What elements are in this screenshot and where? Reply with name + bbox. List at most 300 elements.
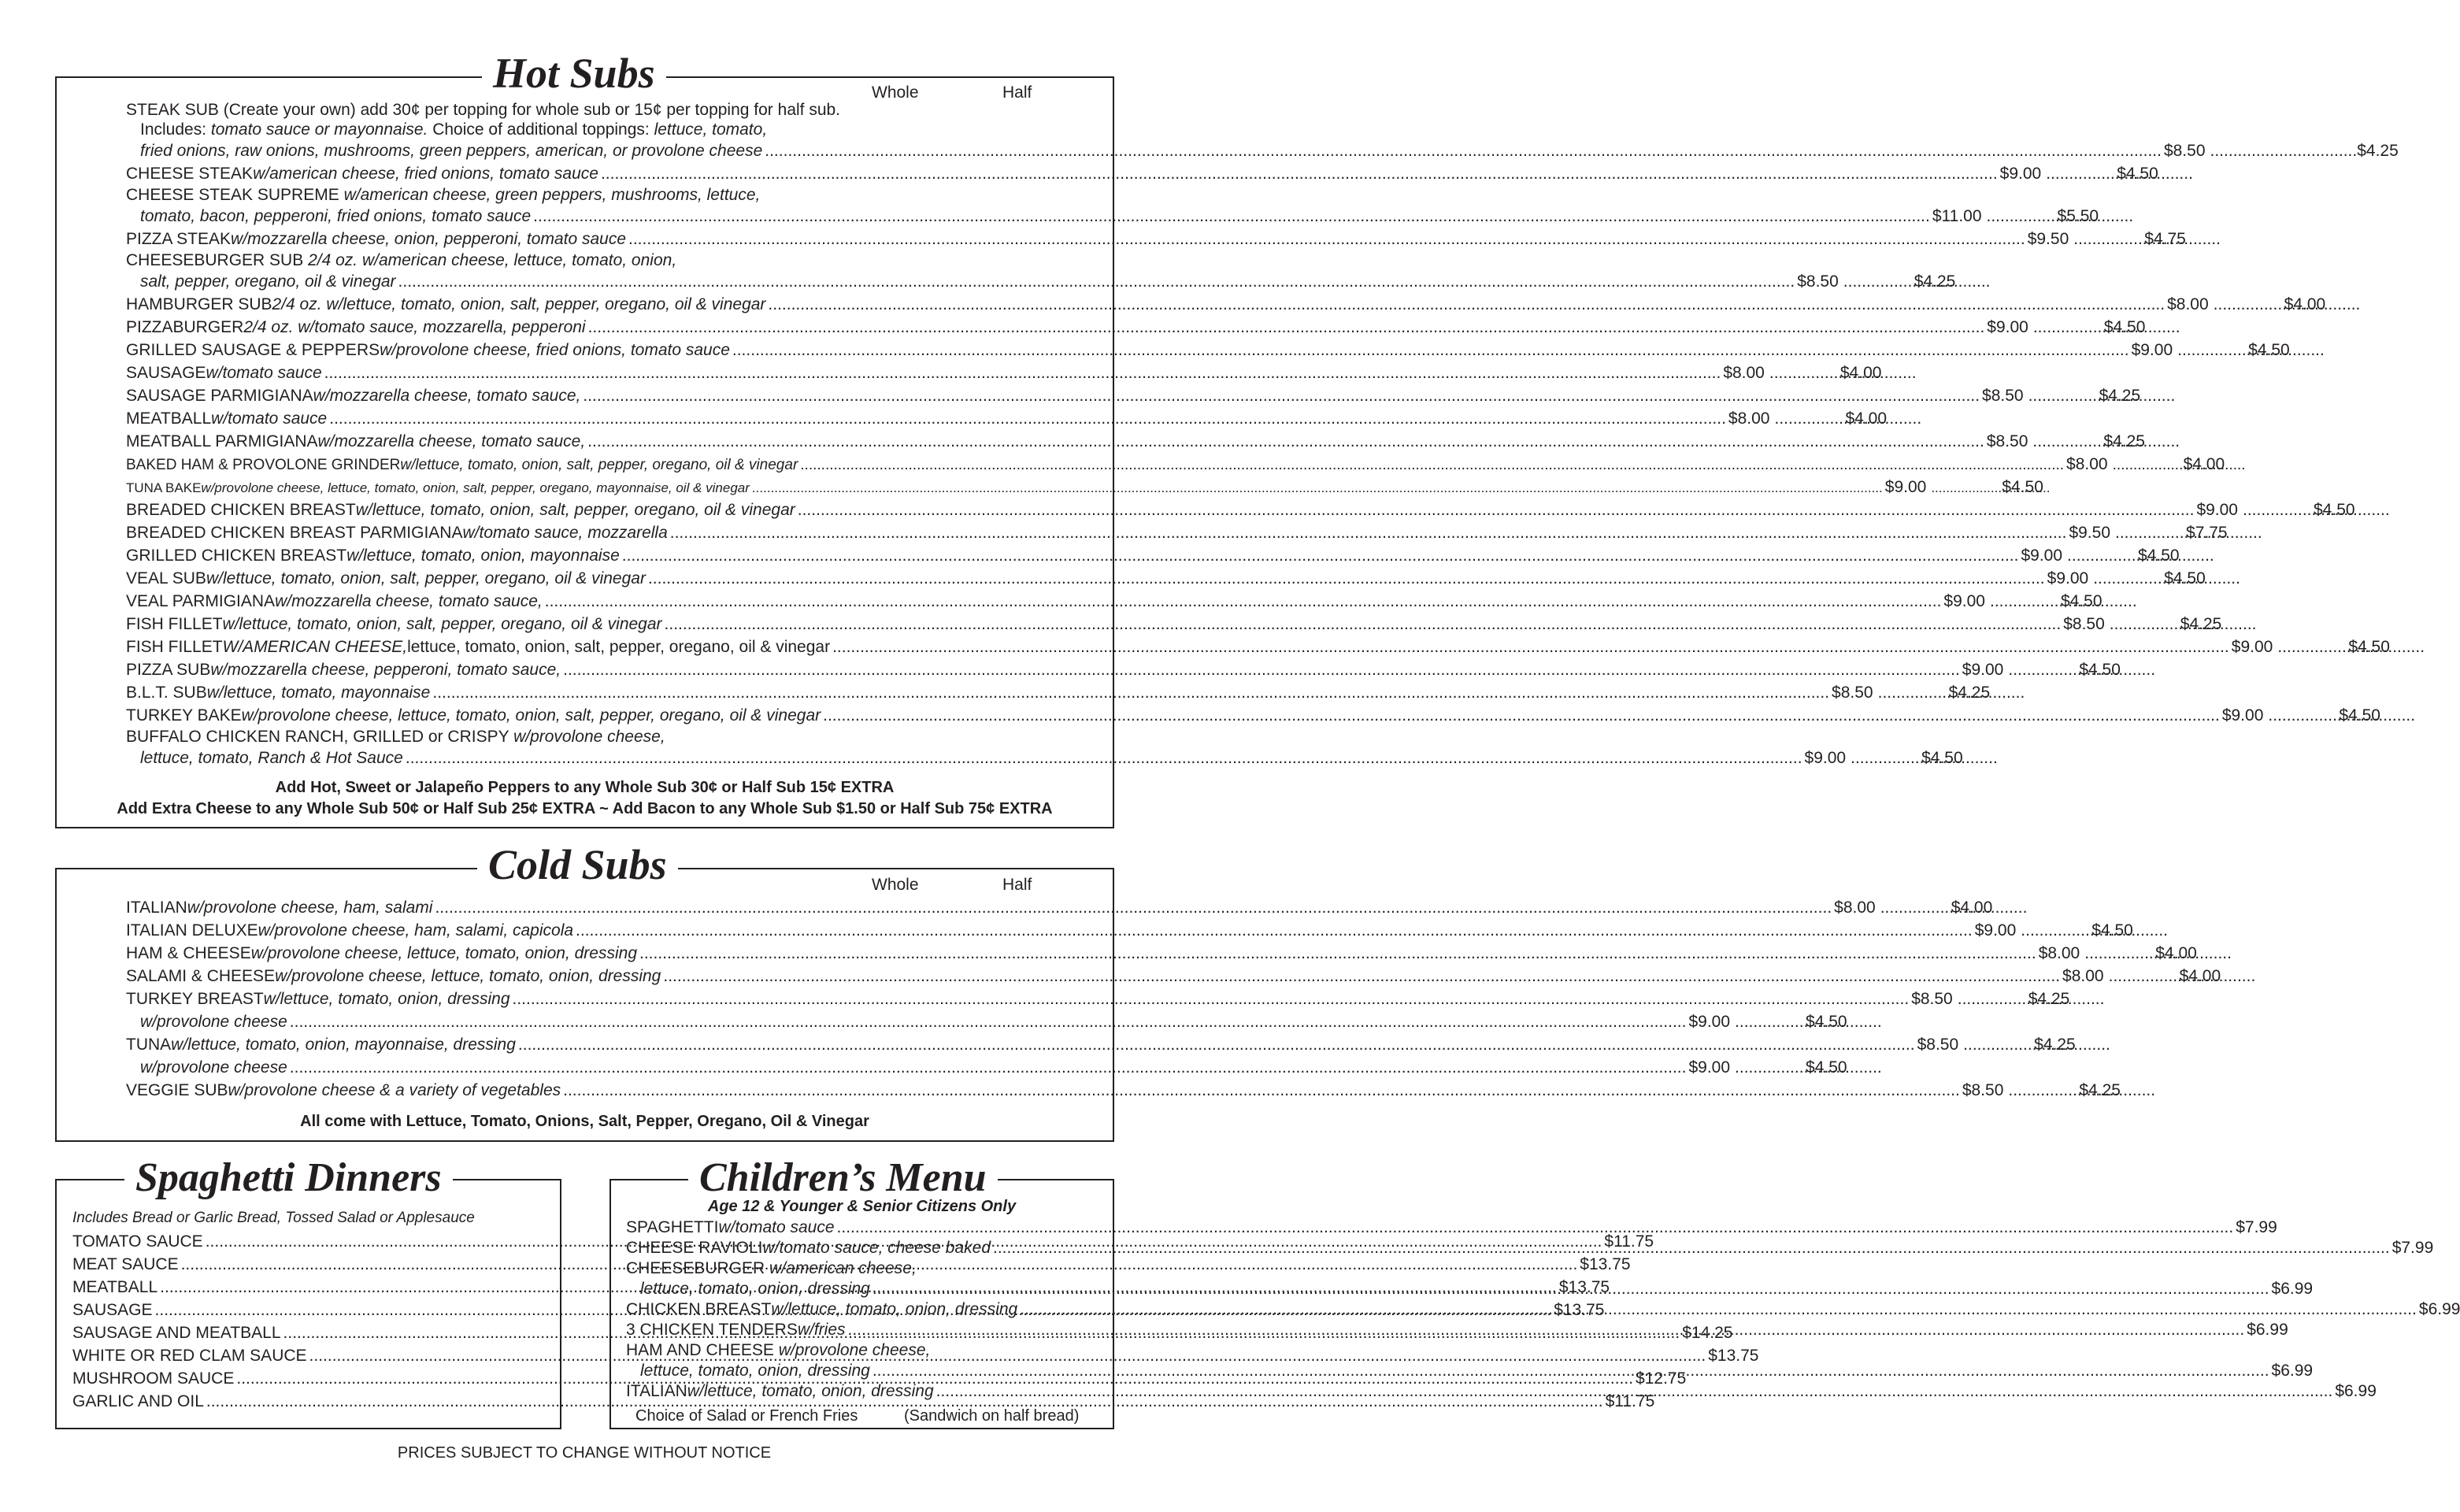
item-name: MEAT SAUCE — [72, 1255, 179, 1273]
item-desc: w/provolone cheese, ham, salami, capicola — [257, 921, 574, 939]
hot-subs-title: Hot Subs — [482, 46, 666, 101]
leader-dots — [752, 476, 1883, 499]
item-desc: w/fries — [797, 1321, 846, 1339]
item-desc: 2/4 oz. w/lettuce, tomato, onion, salt, pepper, oregano, oil & vinegar — [272, 295, 766, 313]
item-name: PIZZA SUB — [126, 661, 211, 679]
leader-dots — [2033, 316, 2104, 339]
item-price: $7.99 — [2236, 1218, 2277, 1236]
item-price: $12.75 — [1636, 1369, 1687, 1388]
leader-dots — [2032, 430, 2103, 453]
hot-subs-note-cheese-bacon: Add Extra Cheese to any Whole Sub 50¢ or Half Sub 25¢ EXTRA ~ Add Bacon to any Whole Sub $1.50 or Half Sub 75¢ EXTRA — [117, 800, 1053, 817]
item-name: PIZZABURGER — [126, 318, 244, 336]
price-half: $4.50 — [1806, 1013, 1847, 1031]
item-name: SAUSAGE — [72, 1301, 153, 1319]
leader-dots — [639, 942, 2036, 965]
price-whole: $8.50 — [1911, 990, 1953, 1008]
item-desc: w/lettuce, tomato, onion, salt, pepper, oregano, oil & vinegar — [206, 569, 646, 587]
price-whole: $8.00 — [2066, 455, 2108, 473]
price-whole: $9.00 — [1688, 1013, 1731, 1031]
menu-item — [126, 681, 1991, 704]
item-desc: w/american cheese, green peppers, mushrooms, lettuce, — [343, 186, 761, 204]
item-price: $6.99 — [2247, 1321, 2288, 1339]
price-half: $4.25 — [1948, 684, 1991, 702]
menu-item — [126, 727, 1963, 769]
item-name: WHITE OR RED CLAM SAUCE — [72, 1347, 307, 1365]
item-desc: w/tomato sauce — [206, 364, 322, 382]
menu-item — [126, 1079, 2121, 1102]
item-desc: w/provolone cheese, lettuce, tomato, onion, salt, pepper, oregano, oil & vinegar — [241, 706, 821, 724]
price-half: $4.00 — [2284, 295, 2326, 313]
item-name: SAUSAGE — [126, 364, 206, 382]
item-name: MEATBALL — [126, 410, 212, 428]
leader-dots — [1851, 747, 1921, 769]
item-price: $11.75 — [1605, 1392, 1655, 1410]
item-name: TUNA BAKE — [126, 480, 202, 495]
leader-dots — [872, 1360, 2269, 1381]
price-half: $4.50 — [2079, 661, 2121, 679]
leader-dots — [1880, 896, 1951, 919]
leader-dots — [798, 498, 2195, 521]
item-desc: w/lettuce, tomato, onion, salt, pepper, oregano, oil & vinegar — [400, 457, 798, 473]
leader-dots — [1987, 205, 2058, 228]
leader-dots — [435, 896, 1832, 919]
item-name: SALAMI & CHEESE — [126, 967, 276, 985]
leader-dots — [1878, 681, 1949, 704]
item-desc: w/tomato sauce, cheese baked — [762, 1239, 991, 1257]
price-whole: $9.00 — [2196, 501, 2238, 519]
item-desc: w/provolone cheese, — [778, 1341, 931, 1359]
price-whole: $8.50 — [1982, 387, 2024, 405]
price-whole: $9.50 — [2069, 524, 2111, 542]
price-half: $4.50 — [2138, 547, 2180, 565]
menu-item — [126, 658, 2121, 681]
item-desc: w/provolone cheese, lettuce, tomato, onion, dressing — [250, 944, 637, 962]
price-half: $4.50 — [2314, 501, 2355, 519]
price-half: $4.25 — [2028, 990, 2070, 1008]
leader-dots — [670, 521, 2067, 544]
item-name: CHEESEBURGER SUB — [126, 251, 309, 269]
leader-dots — [732, 339, 2129, 361]
menu-item — [126, 476, 2043, 498]
menu-item — [126, 988, 2070, 1010]
item-desc-plain: lettuce, tomato, onion, salt, pepper, oregano, oil & vinegar — [407, 638, 831, 656]
price-whole: $8.00 — [2062, 967, 2104, 985]
price-half: $4.25 — [2180, 615, 2222, 633]
cold-subs-col-whole: Whole — [872, 876, 919, 894]
item-name: ITALIAN DELUXE — [126, 921, 258, 939]
item-desc: w/mozzarella cheese, tomato sauce, — [275, 592, 543, 610]
item-desc: w/tomato sauce, mozzarella — [462, 524, 668, 542]
leader-dots — [2046, 162, 2117, 185]
price-whole: $8.50 — [1962, 1081, 2004, 1099]
menu-item-line-1 — [126, 727, 1039, 747]
item-name: VEAL PARMIGIANA — [126, 592, 276, 610]
item-price: $7.99 — [2391, 1239, 2434, 1257]
leader-dots — [576, 919, 1973, 942]
menu-item — [126, 228, 2186, 250]
leader-dots — [1735, 1056, 1806, 1079]
menu-item — [126, 613, 2222, 636]
steak-includes-label: Includes: — [140, 120, 211, 139]
item-name: GRILLED CHICKEN BREAST — [126, 547, 347, 565]
item-desc: w/provolone cheese, fried onions, tomato sauce — [380, 341, 730, 359]
item-name: BUFFALO CHICKEN RANCH, GRILLED or CRISPY — [126, 728, 514, 746]
item-desc: w/lettuce, tomato, mayonnaise — [206, 684, 431, 702]
menu-item-steak-sub — [126, 100, 2399, 162]
leader-dots — [2113, 454, 2184, 476]
item-name: BREADED CHICKEN BREAST — [126, 501, 356, 519]
item-name: SAUSAGE AND MEATBALL — [72, 1324, 281, 1342]
leader-dots — [2243, 498, 2314, 521]
item-desc: 2/4 oz. w/tomato sauce, mozzarella, pepperoni — [243, 318, 586, 336]
children-footer-right: (Sandwich on half bread) — [904, 1407, 1080, 1425]
price-half: $4.00 — [1951, 899, 1993, 917]
leader-dots — [2028, 384, 2099, 407]
menu-item — [126, 544, 2180, 567]
menu-item-line-2 — [126, 747, 1963, 769]
item-name: ITALIAN — [126, 899, 187, 917]
item-desc: w/mozzarella cheese, tomato sauce, — [317, 432, 586, 450]
price-whole: $9.00 — [1943, 592, 1985, 610]
leader-dots — [290, 1010, 1687, 1033]
leader-dots — [872, 1278, 2269, 1299]
price-half: $4.00 — [2183, 455, 2225, 473]
item-desc: w/american cheese, fried onions, tomato sauce — [253, 165, 598, 183]
price-whole: $8.00 — [1728, 410, 1770, 428]
price-whole: $9.00 — [1987, 318, 2028, 336]
item-name: TURKEY BREAST — [126, 990, 264, 1008]
item-name: MUSHROOM SAUCE — [72, 1369, 235, 1388]
item-desc: w/provolone cheese — [140, 1058, 287, 1077]
menu-item — [126, 430, 2145, 453]
price-half: $4.50 — [2103, 318, 2146, 336]
menu-item — [126, 567, 2206, 590]
item-name: B.L.T. SUB — [126, 684, 207, 702]
leader-dots — [1958, 988, 2028, 1010]
hot-subs-note-peppers: Add Hot, Sweet or Jalapeño Peppers to any Whole Sub 30¢ or Half Sub 15¢ EXTRA — [275, 779, 895, 796]
leader-dots — [628, 228, 2025, 250]
steak-line-3 — [126, 139, 2399, 162]
steak-toppings: fried onions, raw onions, mushrooms, green peppers, american, or provolone cheese — [140, 142, 763, 160]
leader-dots — [2084, 942, 2155, 965]
item-desc: w/mozzarella cheese, tomato sauce, — [313, 387, 581, 405]
leader-dots — [2008, 1079, 2079, 1102]
price-half: $4.50 — [2091, 921, 2133, 939]
price-whole: $9.00 — [2021, 547, 2063, 565]
item-desc-cont: tomato, bacon, pepperoni, fried onions, tomato sauce — [140, 207, 532, 225]
steak-includes-desc: tomato sauce or mayonnaise. — [210, 120, 428, 139]
leader-dots — [837, 1217, 2234, 1238]
leader-dots — [1735, 1010, 1806, 1033]
menu-item-line-2 — [126, 270, 1956, 293]
leader-dots — [329, 407, 1726, 430]
leader-dots — [1931, 476, 2002, 499]
item-name: CHEESE RAVIOLI — [626, 1239, 763, 1257]
leader-dots — [588, 316, 1985, 339]
price-half: $4.25 — [2079, 1081, 2121, 1099]
leader-dots — [563, 1079, 1960, 1102]
item-desc: w/provolone cheese, — [513, 728, 665, 746]
menu-item — [126, 339, 2290, 361]
item-name: GARLIC AND OIL — [72, 1392, 204, 1410]
item-price: $6.99 — [2418, 1300, 2460, 1318]
menu-item — [126, 316, 2146, 339]
leader-dots — [2073, 228, 2144, 250]
price-half: $4.75 — [2144, 230, 2186, 248]
menu-item — [126, 384, 2141, 407]
price-half: $4.50 — [2117, 165, 2158, 183]
item-desc: w/lettuce, tomato, onion, mayonnaise — [346, 547, 620, 565]
leader-dots — [768, 293, 2165, 316]
leader-dots — [563, 658, 1960, 681]
hot-subs-list — [126, 100, 2399, 769]
menu-item-line-1 — [126, 250, 1039, 270]
leader-dots — [2067, 544, 2138, 567]
price-whole: $9.00 — [1962, 661, 2004, 679]
menu-item-line-1 — [626, 1258, 1102, 1278]
item-desc-cont: lettuce, tomato, Ranch & Hot Sauce — [140, 749, 403, 767]
item-desc-cont: salt, pepper, oregano, oil & vinegar — [140, 272, 396, 291]
price-half: $4.25 — [1914, 272, 1956, 291]
steak-choice-desc: lettuce, tomato, — [654, 120, 768, 139]
item-name: TUNA — [126, 1036, 172, 1054]
leader-dots — [545, 590, 1942, 613]
price-whole: $8.50 — [1917, 1036, 1959, 1054]
menu-item — [626, 1217, 2277, 1238]
leader-dots — [1843, 270, 1914, 293]
leader-dots — [1020, 1299, 2417, 1320]
menu-item — [126, 293, 2326, 316]
menu-item — [126, 361, 1882, 384]
leader-dots — [936, 1381, 2333, 1402]
item-name: VEGGIE SUB — [126, 1081, 228, 1099]
leader-dots — [601, 162, 1998, 185]
price-half: $4.50 — [2002, 478, 2043, 496]
leader-dots — [848, 1320, 2245, 1340]
leader-dots — [2021, 919, 2091, 942]
children-title: Children’s Menu — [688, 1152, 998, 1204]
leader-dots — [398, 270, 1795, 293]
item-name: BREADED CHICKEN BREAST PARMIGIANA — [126, 524, 463, 542]
menu-item — [126, 1056, 1847, 1079]
leader-dots — [823, 704, 2220, 727]
leader-dots — [665, 613, 2062, 636]
item-name: CHICKEN BREAST — [626, 1300, 772, 1318]
item-name: MEATBALL PARMIGIANA — [126, 432, 318, 450]
hot-subs-col-half: Half — [1002, 83, 1032, 102]
price-half: $4.50 — [2339, 706, 2380, 724]
item-name: HAM AND CHEESE — [626, 1341, 779, 1359]
price-half: $4.25 — [2099, 387, 2141, 405]
leader-dots — [587, 430, 1984, 453]
item-desc: w/american cheese, — [769, 1259, 917, 1277]
item-desc: w/mozzarella cheese, pepperoni, tomato sauce, — [210, 661, 561, 679]
price-half: $4.00 — [2179, 967, 2221, 985]
price-whole: $11.00 — [1932, 207, 1982, 225]
cold-subs-col-half: Half — [1002, 876, 1032, 894]
item-desc: w/provolone cheese & a variety of vegetables — [228, 1081, 561, 1099]
menu-item — [126, 1010, 1847, 1033]
item-desc: w/lettuce, tomato, onion, dressing — [687, 1382, 934, 1400]
children-subtitle: Age 12 & Younger & Senior Citizens Only — [707, 1198, 1017, 1215]
price-whole: $9.00 — [2131, 341, 2173, 359]
menu-item — [126, 250, 1956, 293]
price-half: $4.50 — [2060, 592, 2102, 610]
item-name: BAKED HAM & PROVOLONE GRINDER — [126, 457, 401, 473]
leader-dots — [324, 361, 1721, 384]
leader-dots — [2115, 521, 2186, 544]
item-name: FISH FILLET — [126, 638, 223, 656]
item-price: $13.75 — [1558, 1278, 1610, 1296]
menu-item — [126, 498, 2355, 521]
price-whole: $9.00 — [2221, 706, 2264, 724]
leader-dots — [583, 384, 1980, 407]
leader-dots — [2093, 567, 2164, 590]
cold-subs-note: All come with Lettuce, Tomato, Onions, Salt, Pepper, Oregano, Oil & Vinegar — [300, 1113, 869, 1130]
price-whole: $9.00 — [1804, 749, 1847, 767]
menu-item — [126, 521, 2228, 544]
menu-item — [126, 942, 2197, 965]
item-name: CHEESE STEAK SUPREME — [126, 186, 344, 204]
leader-dots — [800, 454, 2064, 476]
item-name: ITALIAN — [626, 1382, 687, 1400]
price-whole: $9.00 — [2231, 638, 2273, 656]
item-desc: w/provolone cheese, lettuce, tomato, onion, salt, pepper, oregano, mayonnaise, oil & vinegar — [201, 480, 750, 495]
steak-line-1: STEAK SUB (Create your own) add 30¢ per topping for whole sub or 15¢ per topping for half sub. — [126, 101, 841, 119]
price-whole: $9.50 — [2027, 230, 2069, 248]
menu-item — [126, 636, 2390, 658]
item-price: $6.99 — [2271, 1362, 2314, 1380]
leader-dots — [2008, 658, 2079, 681]
menu-item — [126, 919, 2133, 942]
menu-item — [126, 965, 2221, 988]
leader-dots — [1774, 407, 1845, 430]
leader-dots — [2109, 965, 2180, 988]
menu-item — [126, 704, 2380, 727]
price-whole: $9.00 — [1688, 1058, 1731, 1077]
price-half: $5.50 — [2057, 207, 2099, 225]
price-half: $4.25 — [2357, 142, 2399, 160]
price-half: $4.50 — [2348, 638, 2390, 656]
menu-item — [126, 896, 1993, 919]
item-desc: w/lettuce, tomato, onion, dressing — [263, 990, 510, 1008]
leader-dots — [663, 965, 2060, 988]
price-whole: $9.00 — [2047, 569, 2089, 587]
price-half: $4.50 — [1806, 1058, 1847, 1077]
price-half: $4.50 — [2164, 569, 2206, 587]
leader-dots — [648, 567, 2045, 590]
item-price: $14.25 — [1682, 1324, 1733, 1342]
children-footer-left: Choice of Salad or French Fries — [635, 1407, 858, 1425]
item-desc: w/mozzarella cheese, onion, pepperoni, tomato sauce — [231, 230, 627, 248]
item-desc-cont: lettuce, tomato, onion, dressing — [640, 1362, 870, 1380]
cold-subs-list — [126, 896, 2221, 1102]
leader-dots — [513, 988, 1910, 1010]
item-desc: w/tomato sauce — [718, 1218, 835, 1236]
item-name: SAUSAGE PARMIGIANA — [126, 387, 313, 405]
leader-dots — [2268, 704, 2339, 727]
price-half: $4.50 — [2248, 341, 2290, 359]
leader-dots — [1769, 361, 1840, 384]
price-whole: $8.50 — [1986, 432, 2028, 450]
menu-item — [126, 1033, 2076, 1056]
item-desc: w/lettuce, tomato, onion, salt, pepper, oregano, oil & vinegar — [222, 615, 662, 633]
leader-dots — [1963, 1033, 2034, 1056]
menu-item — [126, 453, 2225, 476]
item-desc: w/provolone cheese, ham, salami — [187, 899, 433, 917]
item-name: GRILLED SAUSAGE & PEPPERS — [126, 341, 380, 359]
item-desc: w/tomato sauce — [211, 410, 328, 428]
item-name: HAM & CHEESE — [126, 944, 251, 962]
item-desc: w/lettuce, tomato, onion, salt, pepper, oregano, oil & vinegar — [355, 501, 795, 519]
item-name: 3 CHICKEN TENDERS — [626, 1321, 798, 1339]
price-half: $4.00 — [1839, 364, 1882, 382]
menu-item — [126, 162, 2158, 185]
steak-line-2 — [126, 120, 1039, 139]
price-half: $4.50 — [1921, 749, 1963, 767]
price-whole: $8.50 — [2063, 615, 2105, 633]
item-desc: 2/4 oz. w/american cheese, lettuce, tomato, onion, — [308, 251, 677, 269]
item-price: $6.99 — [2335, 1382, 2377, 1400]
item-name: TURKEY BAKE — [126, 706, 242, 724]
item-price: $13.75 — [1708, 1347, 1759, 1365]
price-half: $7.75 — [2186, 524, 2228, 542]
price-half: $4.25 — [2034, 1036, 2076, 1054]
item-desc: w/lettuce, tomato, onion, dressing — [771, 1300, 1018, 1318]
item-desc: w/provolone cheese — [140, 1013, 287, 1031]
item-name: PIZZA STEAK — [126, 230, 232, 248]
price-whole: $8.50 — [1797, 272, 1839, 291]
spaghetti-title: Spaghetti Dinners — [124, 1152, 453, 1204]
price-whole: $8.00 — [2167, 295, 2209, 313]
price-whole: $9.00 — [1999, 165, 2042, 183]
leader-dots — [518, 1033, 1915, 1056]
prices-footer: PRICES SUBJECT TO CHANGE WITHOUT NOTICE — [397, 1444, 772, 1462]
menu-item-line-2 — [126, 205, 2099, 228]
menu-item — [126, 185, 2099, 228]
spaghetti-intro: Includes Bread or Garlic Bread, Tossed Salad or Applesauce — [72, 1210, 475, 1226]
leader-dots — [2277, 636, 2348, 658]
leader-dots — [2110, 613, 2180, 636]
item-name: CHEESEBURGER — [626, 1259, 770, 1277]
price-half: $4.25 — [2103, 432, 2145, 450]
leader-dots — [406, 747, 1802, 769]
price-half: $4.00 — [2155, 944, 2197, 962]
item-name: VEAL SUB — [126, 569, 206, 587]
menu-item-line-1 — [626, 1340, 1102, 1360]
leader-dots — [2214, 293, 2284, 316]
menu-item — [126, 407, 1888, 430]
item-name: FISH FILLET — [126, 615, 223, 633]
menu-item-line-1 — [126, 185, 1039, 205]
price-half: $4.00 — [1845, 410, 1888, 428]
item-name: TOMATO SAUCE — [72, 1232, 203, 1251]
item-name: HAMBURGER SUB — [126, 295, 272, 313]
leader-dots — [765, 142, 2162, 160]
item-price: $13.75 — [1554, 1301, 1605, 1319]
leader-dots — [2210, 142, 2358, 160]
item-price: $13.75 — [1580, 1255, 1631, 1273]
menu-item — [126, 590, 2102, 613]
leader-dots — [432, 681, 1829, 704]
item-desc: w/lettuce, tomato, onion, mayonnaise, dressing — [171, 1036, 516, 1054]
price-whole: $9.00 — [1884, 478, 1927, 496]
item-desc-cont: lettuce, tomato, onion, dressing — [640, 1280, 870, 1298]
steak-choice-label: Choice of additional toppings: — [428, 120, 654, 139]
leader-dots — [290, 1056, 1687, 1079]
price-whole: $8.50 — [2163, 142, 2206, 160]
leader-dots — [622, 544, 2019, 567]
